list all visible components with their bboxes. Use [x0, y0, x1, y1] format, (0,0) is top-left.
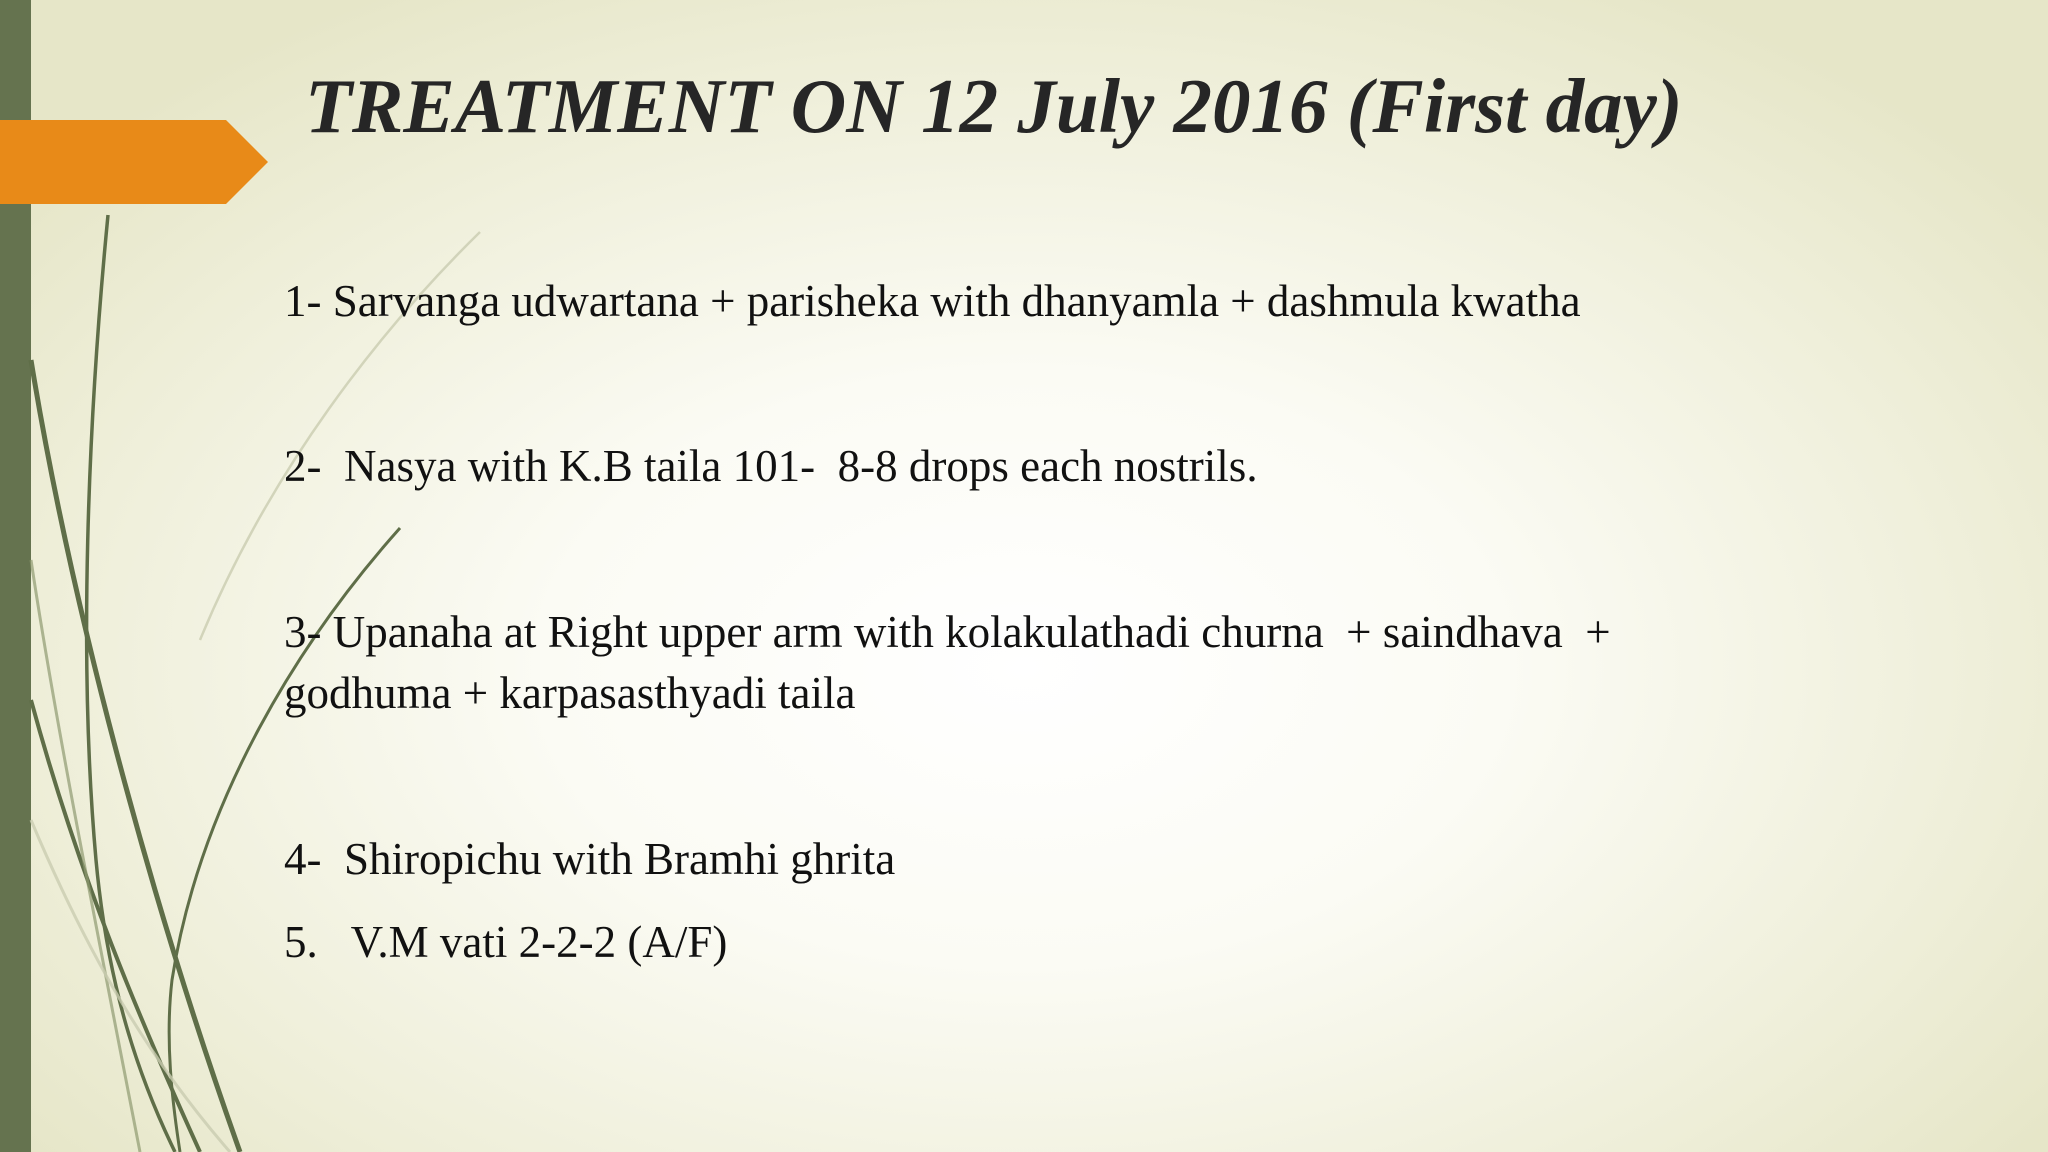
treatment-item-line: 4- Shiropichu with Bramhi ghrita — [284, 834, 896, 884]
grass-stroke — [31, 360, 240, 1152]
treatment-item-line: godhuma + karpasasthyadi taila — [284, 668, 856, 718]
treatment-item-line: 5. V.M vati 2-2-2 (A/F) — [284, 917, 728, 967]
treatment-item-4 — [284, 829, 895, 890]
treatment-item-2 — [284, 436, 1258, 497]
slide-title: TREATMENT ON 12 July 2016 (First day) — [305, 63, 1683, 149]
treatment-item-1 — [284, 271, 1581, 332]
treatment-item-line: 3- Upanaha at Right upper arm with kolakulathadi churna + saindhava + — [284, 607, 1611, 657]
orange-arrow-tab — [0, 0, 268, 210]
treatment-item-3 — [284, 602, 1611, 724]
treatment-item-line: 1- Sarvanga udwartana + parisheka with dhanyamla + dashmula kwatha — [284, 276, 1581, 326]
treatment-item-line: 2- Nasya with K.B taila 101- 8-8 drops each nostrils. — [284, 441, 1258, 491]
treatment-item-5 — [284, 912, 727, 973]
